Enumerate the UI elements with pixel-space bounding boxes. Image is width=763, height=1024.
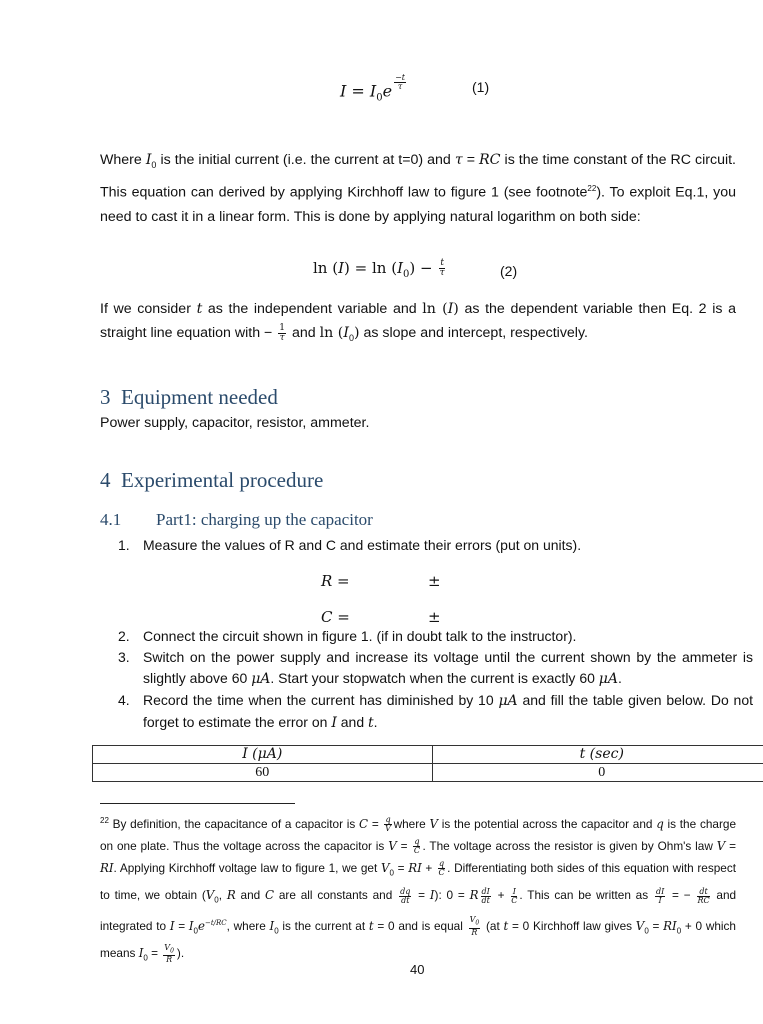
equation-2-number: (2)	[500, 263, 518, 279]
table-row	[93, 764, 763, 782]
step-2: 2. Connect the circuit shown in figure 1. (if in doubt talk to the instructor).	[118, 628, 577, 644]
equation-1-number: (1)	[472, 79, 490, 95]
footnote-separator	[100, 803, 295, 804]
table-header-row	[93, 746, 763, 764]
steps-list-a	[118, 535, 753, 556]
page-number: 40	[410, 962, 425, 977]
paragraph-1: Where $I_0$ is the initial current (i.e. the current at t=0) and τ = RC is the time constant of the RC circuit. This equation can derived by applying Kirchhoff law to figure 1 (see footnote$^{22}$). To exploit Eq.1, you need to cast it in a linear form. This is done by applying natural logarithm on both side:	[100, 152, 737, 225]
equation-1: $I = I_0e$ $^{\frac{-t}{\tau}}$	[340, 73, 406, 104]
step-3: 3. Switch on the power supply and increase its voltage until the current shown by the ammeter is slightly above 60 μA. Start your stopwatch when the current is exactly 60 μA.	[118, 649, 753, 687]
equation-2: $\ln (I) = \ln (I_0)$ − $\frac{t}{\tau}$	[313, 258, 445, 280]
steps-list-b	[118, 626, 753, 734]
subsection-4-1-heading: 4.1 Part1: charging up the capacitor	[100, 510, 373, 529]
header-current: I (μA)	[93, 746, 433, 764]
step-1: 1. Measure the values of R and C and estimate their errors (put on units).	[118, 537, 582, 553]
equipment-list: Power supply, capacitor, resistor, ammeter.	[100, 415, 370, 431]
header-time: t (sec)	[432, 746, 763, 764]
cell-time: 0	[432, 764, 763, 782]
r-plus-minus: ±	[428, 572, 441, 590]
c-label: C =	[321, 608, 350, 626]
data-table	[92, 745, 763, 782]
step-4: 4. Record the time when the current has diminished by 10 μA and fill the table given below. Do not forget to estimate the error on I and t.	[118, 692, 754, 731]
section-4-heading: 4 Experimental procedure	[100, 468, 324, 492]
paragraph-2: If we consider t as the independent variable and ln (I) as the dependent variable then Eq. 2 is a straight line equation with − $\frac{1}{\tau}$ and $\ln (I_0)$ as slope and intercept, respectively.	[100, 301, 736, 343]
r-label: R =	[321, 572, 350, 590]
footnote: $^{22}$ By definition, the capacitance of a capacitor is C = $\frac{q}{V}$ where V is the potential across the capacitor and q is the charge on one plate. Thus the voltage across the capacitor is V = $\frac{q}{C}$ . The voltage across the resistor is given by Ohm's law V = RI. Applying Kirchhoff voltage law to figure 1, we get $V_0$ = RI + $\frac{q}{C}$ . Differentiating both sides of this equation with respect to time, we obtain ($V_0$, R and C are all constants and $\frac{dq}{dt}$ = I): 0 = R $\frac{dI}{dt}$ + $\frac{I}{C}$ . This can be written as $\frac{dI}{I}$ = − $\frac{dt}{RC}$ and integrated to $I = I_0e^{-t/RC}$, where $I_0$ is the current at t = 0 and is equal $\frac{V_0}{R}$ (at t = 0 Kirchhoff law gives $V_0 = RI_0 + 0$ which means $I_0$ = $\frac{V_0}{R}$ ).	[100, 815, 737, 965]
c-plus-minus: ±	[428, 608, 441, 626]
cell-current: 60	[93, 764, 433, 782]
section-3-heading: 3 Equipment needed	[100, 385, 278, 409]
footnote-ref: 22	[587, 183, 597, 193]
